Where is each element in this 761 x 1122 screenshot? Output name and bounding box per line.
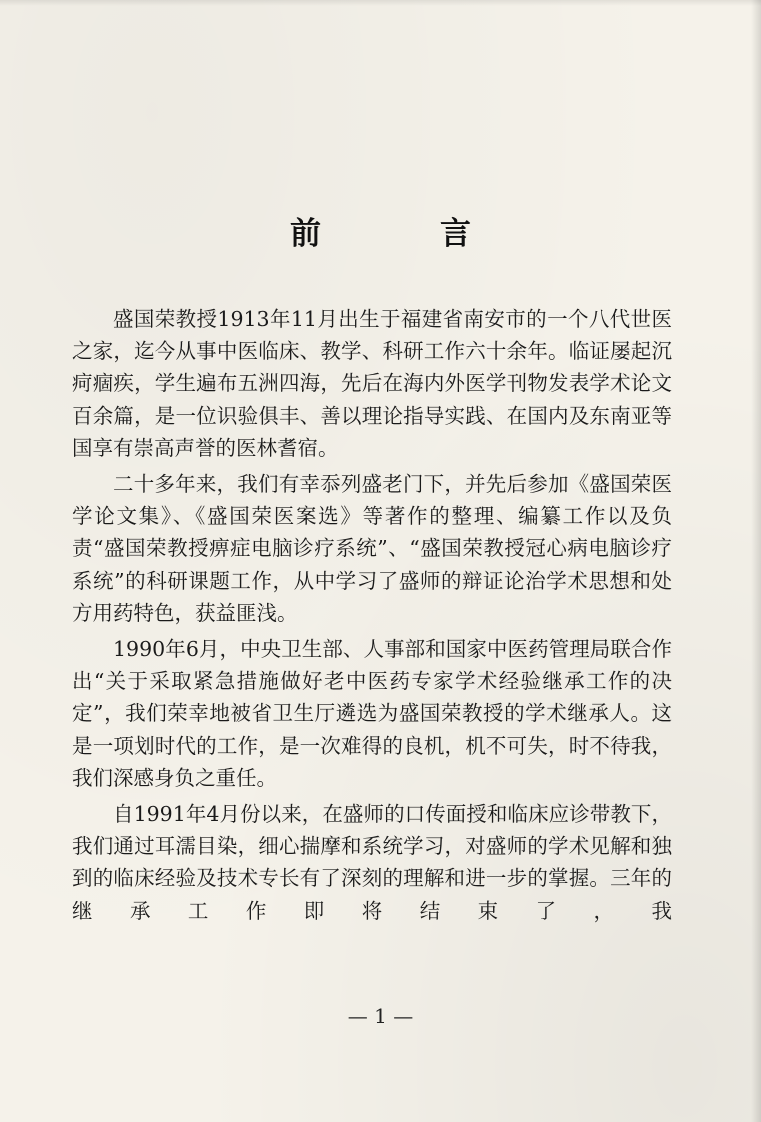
body-text [72,303,672,931]
page-title: 前 言 [290,216,515,252]
paragraph-3: 1990年6月，中央卫生部、人事部和国家中医药管理局联合作出“关于采取紧急措施做好老中医药专家学术经验继承工作的决定”，我们荣幸地被省卫生厅遴选为盛国荣教授的学术继承人。这是一项划时代的工作，是一次难得的良机，机不可失，时不待我，我们深感身负之重任。 [72,637,672,790]
page-edge-shadow-right [751,0,761,1122]
page-edge-shadow-top [0,0,761,6]
paragraph-4: 自1991年4月份以来，在盛师的口传面授和临床应诊带教下，我们通过耳濡目染，细心揣摩和系统学习，对盛师的学术见解和独到的临床经验及技术专长有了深刻的理解和进一步的掌握。三年的继承工作即将结束了，我 [72,802,672,923]
page-number: — 1 — [347,1004,414,1028]
paragraph-1: 盛国荣教授1913年11月出生于福建省南安市的一个八代世医之家，迄今从事中医临床、教学、科研工作六十余年。临证屡起沉疴痼疾，学生遍布五洲四海，先后在海内外医学刊物发表学术论文百余篇，是一位识验俱丰、善以理论指导实践、在国内及东南亚等国享有崇高声誉的医林耆宿。 [72,307,672,460]
paragraph-2: 二十多年来，我们有幸忝列盛老门下，并先后参加《盛国荣医学论文集》、《盛国荣医案选》等著作的整理、编纂工作以及负责“盛国荣教授痹症电脑诊疗系统”、“盛国荣教授冠心病电脑诊疗系统”的科研课题工作，从中学习了盛师的辩证论治学术思想和处方用药特色，获益匪浅。 [72,472,672,625]
